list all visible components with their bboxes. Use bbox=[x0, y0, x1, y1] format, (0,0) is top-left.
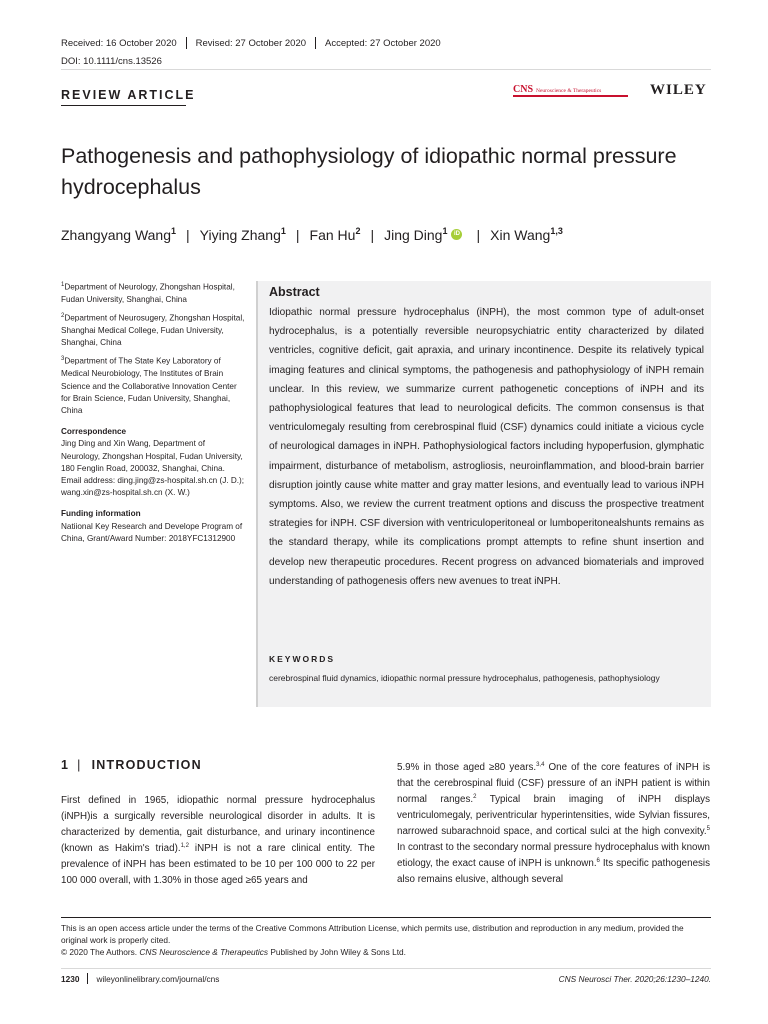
article-dates bbox=[61, 37, 441, 49]
author-separator: | bbox=[186, 226, 190, 243]
divider bbox=[315, 37, 316, 49]
author[interactable]: Zhangyang Wang$^1$ bbox=[61, 226, 177, 243]
intro-right-column: 5.9% in those aged ≥80 years.$^{3,4}$ One of the core features of iNPH is that the cerebrospinal fluid (CSF) pressure of an iNPH patient is within normal ranges.$^2$ Typical brain imaging of iNPH displays ventriculomegaly, periventricular hyperintensities, wide Sylvian fissures, narrowed subarachnoid space, and cortical sulci at the high convexity.$^5$ In contrast to the secondary normal pressure hydrocephalus with known etiology, the exact cause of iNPH is unknown.$^6$ Its specific pathogenesis also remains elusive, although several bbox=[397, 762, 710, 885]
author-separator: | bbox=[295, 226, 300, 243]
intro-left-column: First defined in 1965, idiopathic normal pressure hydrocephalus (iNPH)is a surgically reversible neurological disorder in adults. It is characterized by dementia, gait disturbance, and urinary incontinence (known as Hakim's triad).$^{1,2}$ iNPH is not a rare clinical entity. The prevalence of iNPH has been estimated to be 10 per 100 000 to 22 per 100 000 overall, with 1.30% in those aged ≥65 years and bbox=[61, 795, 375, 886]
author[interactable]: Fan Hu$^2$ bbox=[309, 226, 361, 243]
correspondence-text: Jing Ding and Xin Wang, Department of Neurology, Zhongshan Hospital, Fudan University, 180 Fenglin Road, 200032, Shanghai, China. bbox=[61, 439, 243, 473]
author-list bbox=[61, 226, 563, 243]
citation-line: CNS Neurosci Ther. 2020;26:1230–1240. bbox=[558, 973, 711, 984]
funding-heading: Funding information bbox=[61, 509, 141, 519]
license-notice bbox=[61, 922, 711, 958]
citation-ref[interactable]: 5 bbox=[706, 826, 710, 832]
received-date: Received: 16 October 2020 bbox=[61, 37, 177, 49]
affiliation: $^2$Department of Neurosugery, Zhongshan Hospital, Shanghai Medical College, Fudan University, Shanghai, China bbox=[61, 313, 245, 348]
article-type: REVIEW ARTICLE bbox=[61, 88, 196, 102]
author-separator: | bbox=[370, 226, 375, 243]
divider bbox=[186, 37, 187, 49]
abstract-heading: Abstract bbox=[269, 285, 320, 299]
orcid-icon[interactable]: iD bbox=[451, 229, 462, 240]
accepted-date: Accepted: 27 October 2020 bbox=[325, 37, 441, 49]
citation-ref[interactable]: 2 bbox=[473, 794, 477, 800]
citation-ref[interactable]: 1,2 bbox=[180, 843, 189, 849]
section-heading bbox=[61, 758, 202, 772]
journal-url[interactable]: wileyonlinelibrary.com/journal/cns bbox=[96, 973, 220, 984]
affiliation: $^3$Department of The State Key Laboratory of Medical Neurobiology, The Institutes of Brain Science and the Collaborative Innovation Center for Brain Science, Fudan University, Shanghai, China bbox=[61, 356, 237, 416]
divider bbox=[87, 973, 88, 984]
sidebar-info bbox=[61, 279, 246, 545]
revised-date: Revised: 27 October 2020 bbox=[195, 37, 307, 49]
keywords-heading: KEYWORDS bbox=[269, 654, 336, 664]
citation-ref[interactable]: 3,4 bbox=[536, 762, 545, 768]
author[interactable]: Xin Wang$^{1,3}$ bbox=[490, 226, 563, 243]
journal-logo-name: Neuroscience & Therapeutics bbox=[536, 88, 602, 94]
copyright-text: © 2020 The Authors. CNS Neuroscience & Therapeutics Published by John Wiley & Sons Ltd. bbox=[61, 947, 406, 957]
affiliation: $^1$Department of Neurology, Zhongshan Hospital, Fudan University, Shanghai, China bbox=[61, 282, 235, 304]
abstract-text: Idiopathic normal pressure hydrocephalus (iNPH), the most common type of adult-onset hydrocephalus, is a potentially reversible neuropsychiatric entity characterized by dilated ventricles, cognitive deficit, gait apraxia, and urinary incontinence. Despite its relatively typical imaging features and clinical symptoms, the pathogenesis and pathophysiology of iNPH remain unclear. In this review, we summarize current pathogenetic conceptions of iNPH and its pathophysiological features that lead to neurological deficits. The common consensus is that ventriculomegaly resulting from cerebrospinal fluid (CSF) dynamics could initiate a vicious cycle of neurological damages in iNPH. Pathophysiological factors including hypoperfusion, glymphatic impairment, disturbance of metabolism, astrogliosis, neuroinflammation, and blood-brain barrier disruption jointly cause white matter and gray matter lesions, and eventually lead to various iNPH symptoms. Also, we review the current treatment options and discuss the prospective treatment strategies for iNPH. CSF diversion with ventriculoperitoneal or lumboperitonealshunts remains as the standard therapy, while its complications prompt attempts to refine shunt insertion and develop new therapeutic procedures. Recent progress on advanced biomaterials and improved understanding of pathogenesis offers new avenues to treat iNPH. bbox=[269, 307, 704, 587]
journal-logo-abbrev: CNS bbox=[513, 84, 534, 95]
section-title: INTRODUCTION bbox=[91, 758, 202, 772]
article-title: Pathogenesis and pathophysiology of idiopathic normal pressure hydrocephalus bbox=[61, 144, 677, 199]
doi[interactable]: DOI: 10.1111/cns.13526 bbox=[61, 56, 162, 67]
section-number: 1 bbox=[61, 758, 70, 772]
page-number: 1230 bbox=[61, 973, 80, 984]
citation-ref[interactable]: 6 bbox=[596, 858, 600, 864]
author[interactable]: Jing Ding$^1$ bbox=[384, 226, 448, 243]
license-text: This is an open access article under the terms of the Creative Commons Attribution License, which permits use, distribution and reproduction in any medium, provided the original work is properly cited. bbox=[61, 923, 684, 945]
journal-logo[interactable] bbox=[513, 83, 628, 97]
keywords-text: cerebrospinal fluid dynamics, idiopathic normal pressure hydrocephalus, pathogenesis, pathophysiology bbox=[269, 673, 660, 683]
section-separator: | bbox=[77, 758, 82, 772]
correspondence-email[interactable]: Email address: ding.jing@zs-hospital.sh.cn (J. D.); wang.xin@zs-hospital.sh.cn (X. W.) bbox=[61, 476, 245, 498]
article-type-underline bbox=[61, 105, 186, 106]
header-rule bbox=[61, 69, 711, 70]
author-separator: | bbox=[476, 226, 481, 243]
publisher-logo[interactable]: WILEY bbox=[650, 82, 707, 98]
correspondence-heading: Correspondence bbox=[61, 427, 127, 437]
author[interactable]: Yiying Zhang$^1$ bbox=[199, 226, 286, 243]
footer-bottom-rule bbox=[61, 968, 711, 969]
funding-text: Natiional Key Research and Develope Program of China, Grant/Award Number: 2018YFC1312900 bbox=[61, 521, 243, 543]
page-footer bbox=[61, 973, 711, 984]
footer-rule bbox=[61, 917, 711, 918]
